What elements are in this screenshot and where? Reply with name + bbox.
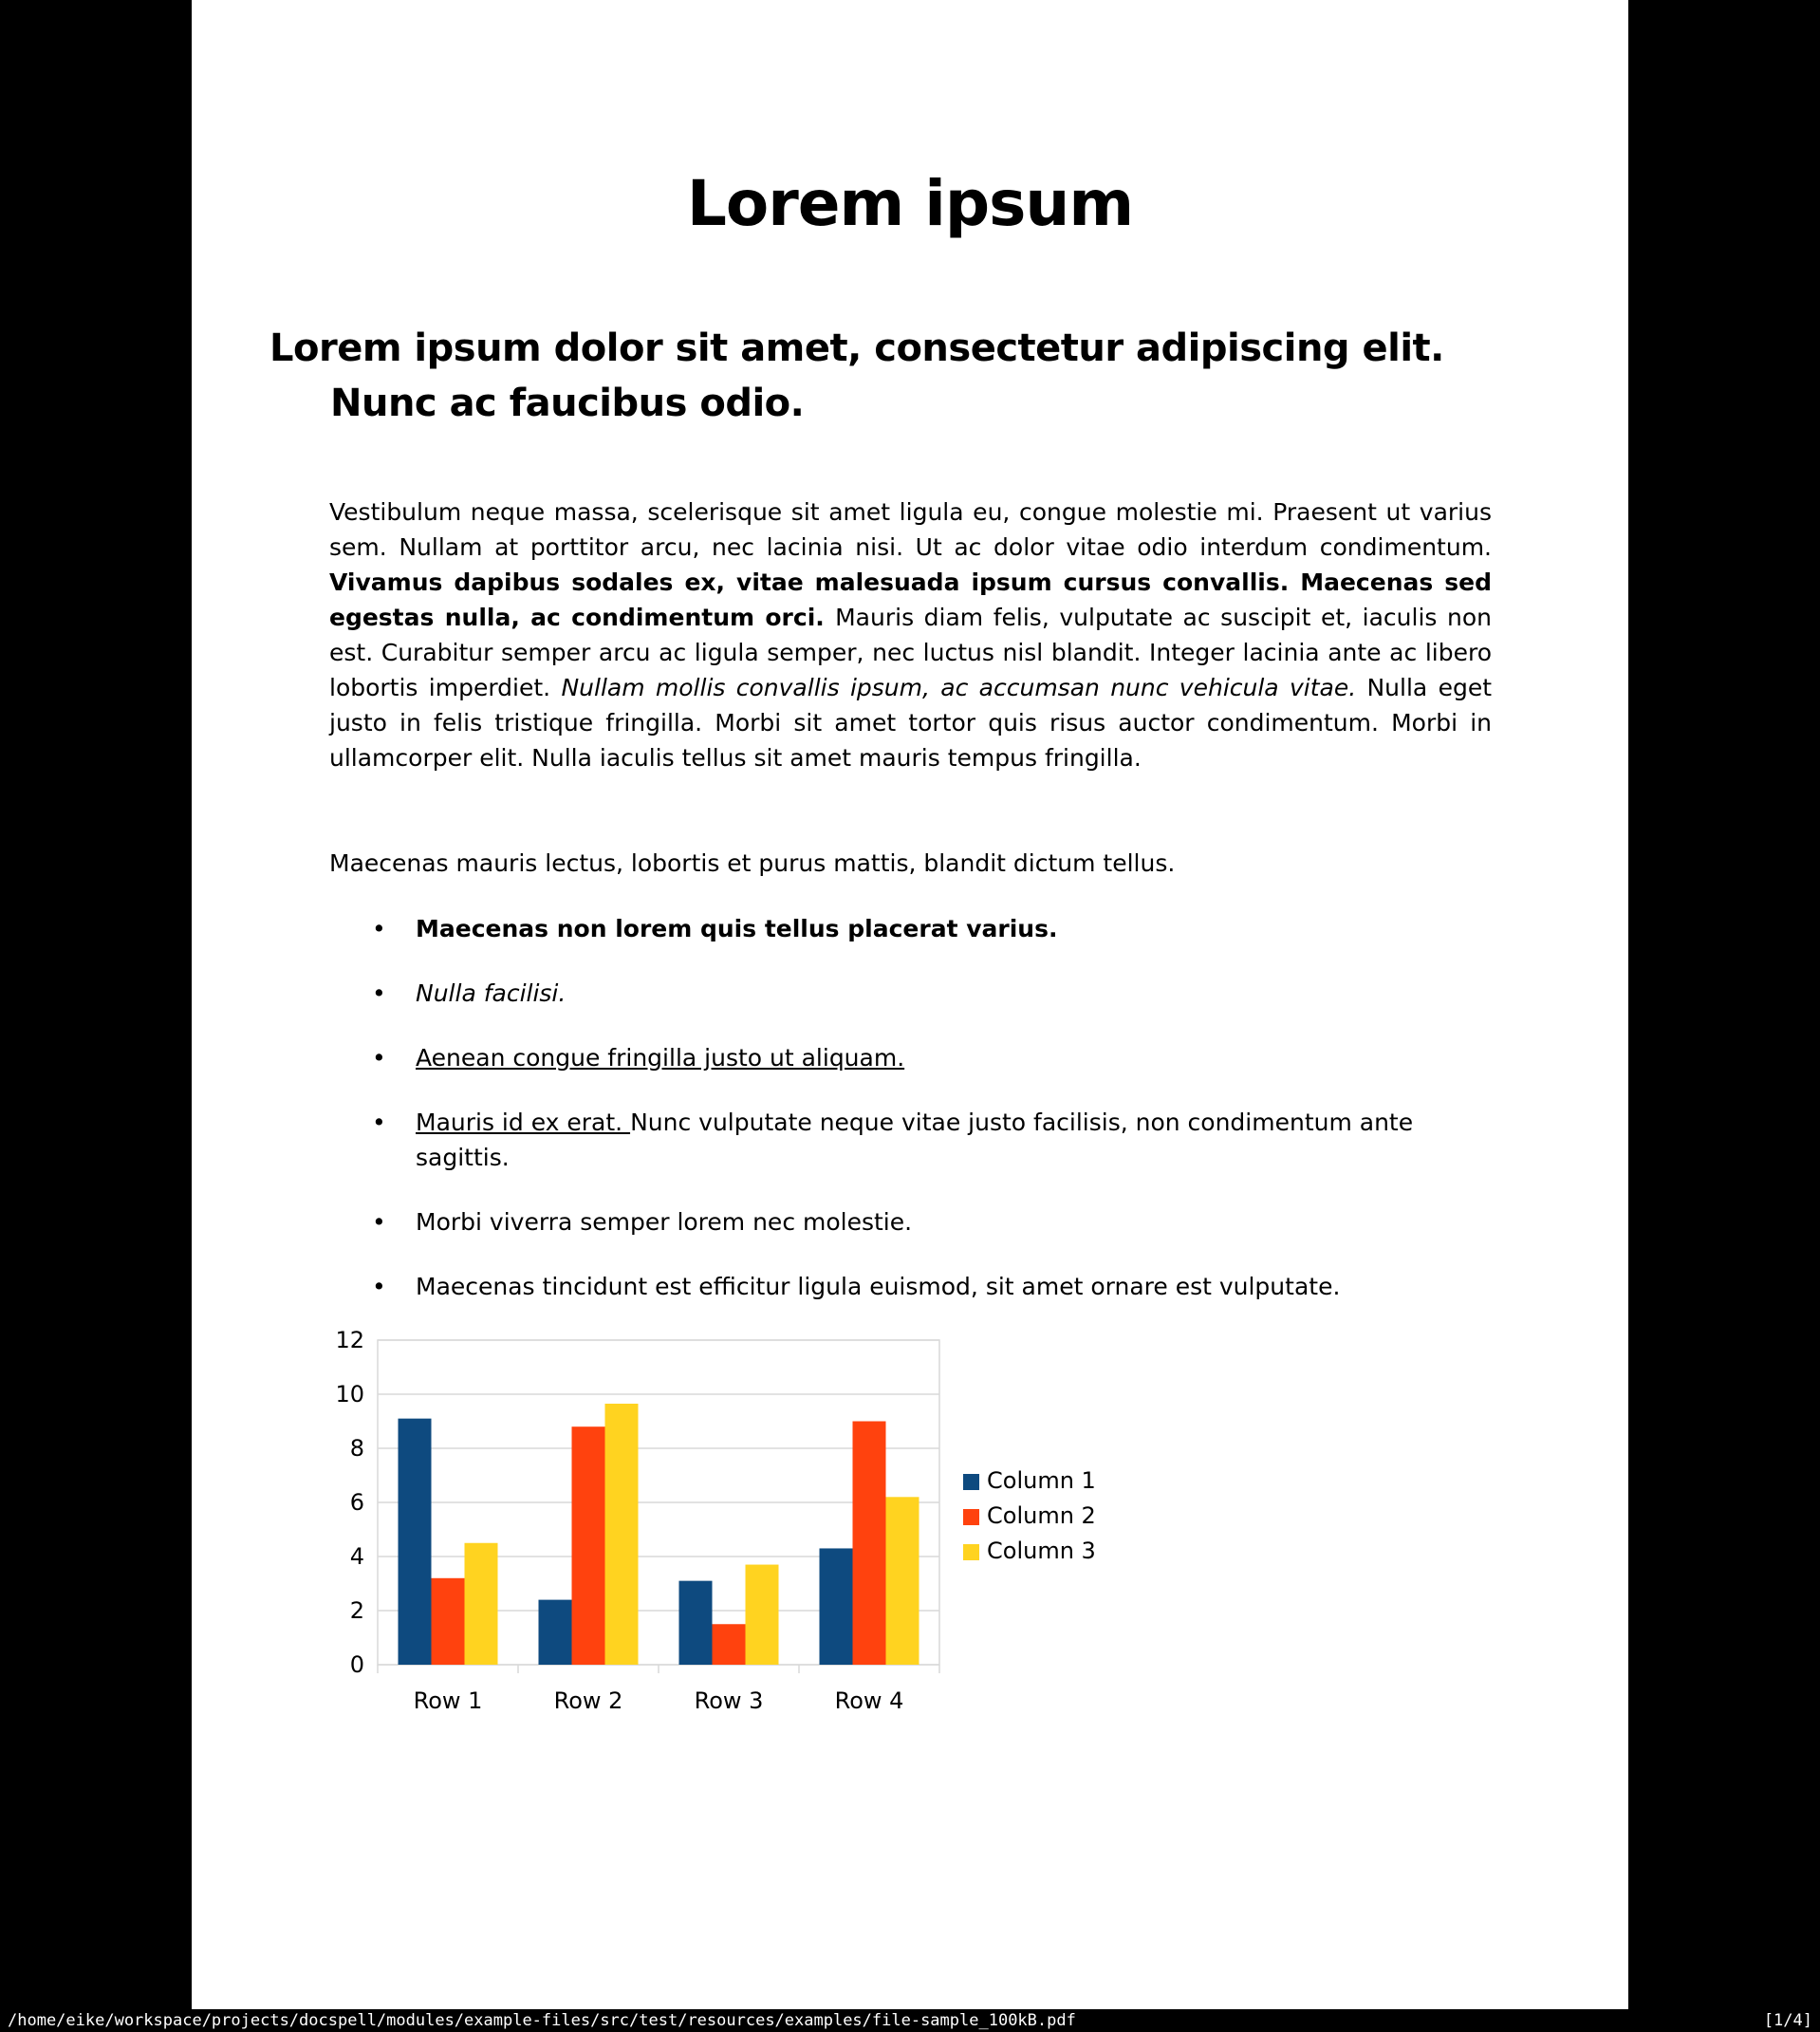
bar-column-1-row-4 — [820, 1548, 853, 1665]
x-axis-category-label: Row 2 — [553, 1687, 623, 1714]
bar-column-3-row-2 — [605, 1404, 639, 1665]
text-segment-normal: Vestibulum neque massa, scelerisque sit amet ligula eu, congue molestie mi. Praesent ut varius sem. Nullam at porttitor arcu, nec lacinia nisi. Ut ac dolor vitae odio interdum condimentum. — [329, 498, 1492, 561]
text-segment-normal: Maecenas tincidunt est efficitur ligula euismod, sit amet ornare est vulputate. — [416, 1273, 1341, 1300]
document-title: Lorem ipsum — [686, 167, 1134, 240]
x-axis-category-label: Row 1 — [413, 1687, 483, 1714]
y-axis-tick-label: 8 — [349, 1435, 364, 1462]
bar-chart — [334, 1324, 1283, 1727]
bullet-marker-icon: • — [372, 1044, 386, 1072]
bullet-marker-icon: • — [372, 1208, 386, 1236]
bullet-marker-icon: • — [372, 979, 386, 1007]
legend-label: Column 2 — [987, 1502, 1096, 1529]
bullet-item — [372, 1269, 1497, 1304]
text-segment-normal: Nunc vulputate neque vitae justo facilisis, non condimentum ante sagittis. — [416, 1109, 1414, 1171]
bullet-item — [372, 976, 1497, 1011]
bar-column-3-row-1 — [465, 1543, 498, 1665]
bar-column-3-row-4 — [886, 1497, 919, 1665]
y-axis-tick-label: 6 — [349, 1489, 364, 1516]
bullet-marker-icon: • — [372, 1273, 386, 1300]
pdf-page[interactable] — [192, 0, 1628, 2009]
bullet-item — [372, 1040, 1497, 1075]
text-segment-bold: Maecenas non lorem quis tellus placerat varius. — [416, 915, 1058, 942]
document-heading — [269, 321, 1598, 431]
bar-chart-svg — [334, 1324, 1283, 1727]
legend-swatch — [963, 1509, 979, 1525]
text-segment-normal: Morbi viverra semper lorem nec molestie. — [416, 1208, 913, 1236]
y-axis-tick-label: 2 — [349, 1597, 364, 1624]
y-axis-tick-label: 12 — [335, 1327, 364, 1353]
viewer-status-bar — [0, 2009, 1820, 2032]
text-segment-normal: Nulla eget justo in felis tristique fringilla. Morbi sit amet tortor quis risus auctor condimentum. Morbi in ullamcorper elit. Nulla iaculis tellus sit amet mauris tempus fringilla. — [329, 674, 1493, 772]
text-segment-bold: Vivamus dapibus sodales ex, vitae malesuada ipsum cursus convallis. Maecenas sed egestas nulla, ac condimentum orci. — [329, 569, 1492, 631]
heading-line-2: Nunc ac faucibus odio. — [330, 382, 805, 425]
bar-column-2-row-4 — [853, 1422, 886, 1666]
bar-column-3-row-3 — [746, 1565, 779, 1665]
heading-line-1: Lorem ipsum dolor sit amet, consectetur adipiscing elit. — [269, 326, 1444, 370]
text-segment-italic: Nulla facilisi. — [416, 979, 566, 1007]
status-file-path: /home/eike/workspace/projects/docspell/modules/example-files/src/test/resources/examples/file-sample_100kB.pdf — [8, 2011, 1076, 2030]
bar-column-2-row-2 — [572, 1426, 605, 1665]
bullet-list — [372, 911, 1497, 1333]
bar-column-1-row-3 — [679, 1581, 713, 1665]
bullet-item — [372, 911, 1497, 946]
legend-swatch — [963, 1474, 979, 1490]
bar-column-2-row-3 — [713, 1624, 746, 1665]
text-segment-italic: Nullam mollis convallis ipsum, ac accumsan nunc vehicula vitae. — [561, 674, 1367, 701]
text-segment-underline: Aenean congue fringilla justo ut aliquam. — [416, 1044, 905, 1072]
y-axis-tick-label: 10 — [335, 1381, 364, 1407]
text-segment-normal: Mauris diam felis, vulputate ac suscipit et, iaculis non est. Curabitur semper arcu ac ligula semper, nec luctus nisl blandit. Integer lacinia ante ac libero lobortis imperdiet. — [329, 604, 1492, 701]
bullet-item — [372, 1105, 1497, 1175]
bullet-marker-icon: • — [372, 915, 386, 942]
bar-column-1-row-2 — [539, 1600, 572, 1665]
text-segment-underline: Mauris id ex erat. — [416, 1109, 631, 1136]
bullet-item — [372, 1204, 1497, 1240]
x-axis-category-label: Row 4 — [834, 1687, 904, 1714]
body-paragraph-1 — [329, 494, 1492, 775]
legend-label: Column 3 — [987, 1538, 1096, 1564]
status-page-indicator: [1/4] — [1763, 2011, 1812, 2030]
y-axis-tick-label: 0 — [349, 1651, 364, 1678]
x-axis-category-label: Row 3 — [694, 1687, 764, 1714]
bullet-marker-icon: • — [372, 1109, 386, 1136]
bar-column-2-row-1 — [432, 1578, 465, 1665]
y-axis-tick-label: 4 — [349, 1543, 364, 1570]
body-paragraph-2: Maecenas mauris lectus, lobortis et purus mattis, blandit dictum tellus. — [329, 849, 1176, 877]
bar-column-1-row-1 — [399, 1419, 432, 1665]
legend-label: Column 1 — [987, 1467, 1096, 1494]
legend-swatch — [963, 1544, 979, 1560]
